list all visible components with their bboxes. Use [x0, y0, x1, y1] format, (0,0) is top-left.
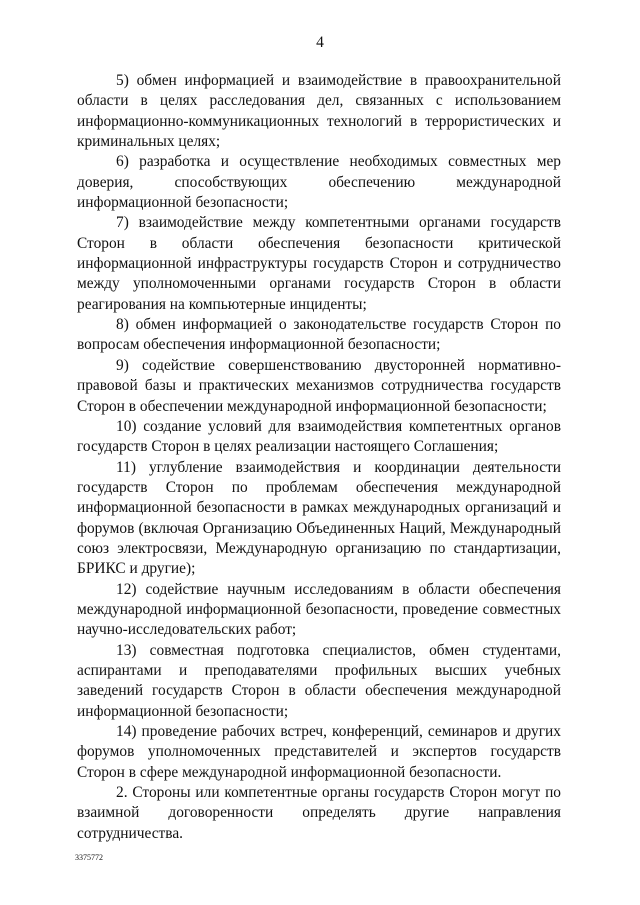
- paragraph-item-13: 13) совместная подготовка специалистов, обмен студентами, аспирантами и преподавателями профильных высших учебных заведений государств Сторон в области обеспечения международной информационной безопасности;: [77, 641, 561, 720]
- paragraph-item-11: 11) углубление взаимодействия и координации деятельности государств Сторон по проблемам обеспечения международной информационной безопасности в рамках международных организаций и форумов (включая Организацию Объединенных Наций, Международный союз электросвязи, Международную организацию по стандартизации, БРИКС и другие);: [77, 458, 561, 578]
- paragraph-item-7: 7) взаимодействие между компетентными органами государств Сторон в области обеспечения безопасности критической информационной инфраструктуры государств Сторон и сотрудничество между уполномоченными органами государств Сторон в области реагирования на компьютерные инциденты;: [77, 214, 561, 313]
- paragraph-item-9: 9) содействие совершенствованию двусторонней нормативно-правовой базы и практических механизмов сотрудничества государств Сторон в обеспечении международной информационной безопасности;: [77, 356, 561, 415]
- paragraph-section-2: 2. Стороны или компетентные органы государств Сторон могут по взаимной договоренности определять другие направления сотрудничества.: [77, 784, 561, 842]
- paragraph-item-8: 8) обмен информацией о законодательстве государств Сторон по вопросам обеспечения информационной безопасности;: [77, 316, 561, 354]
- paragraph-item-14: 14) проведение рабочих встреч, конференций, семинаров и других форумов уполномоченных представителей и экспертов государств Сторон в сфере международной информационной безопасности.: [77, 723, 561, 781]
- document-body: [77, 71, 561, 844]
- document-code: 3375772: [75, 853, 103, 862]
- paragraph-item-12: 12) содействие научным исследованиям в области обеспечения международной информационной безопасности, проведение совместных научно-исследовательских работ;: [77, 580, 561, 639]
- paragraph-item-5: 5) обмен информацией и взаимодействие в правоохранительной области в целях расследования дел, связанных с использованием информационно-коммуникационных технологий в террористических и криминальных целях;: [77, 72, 561, 151]
- page-number: 4: [316, 34, 324, 51]
- paragraph-item-10: 10) создание условий для взаимодействия компетентных органов государств Сторон в целях реализации настоящего Соглашения;: [77, 417, 561, 456]
- paragraph-item-6: 6) разработка и осуществление необходимых совместных мер доверия, способствующих обеспечению международной информационной безопасности;: [77, 153, 561, 212]
